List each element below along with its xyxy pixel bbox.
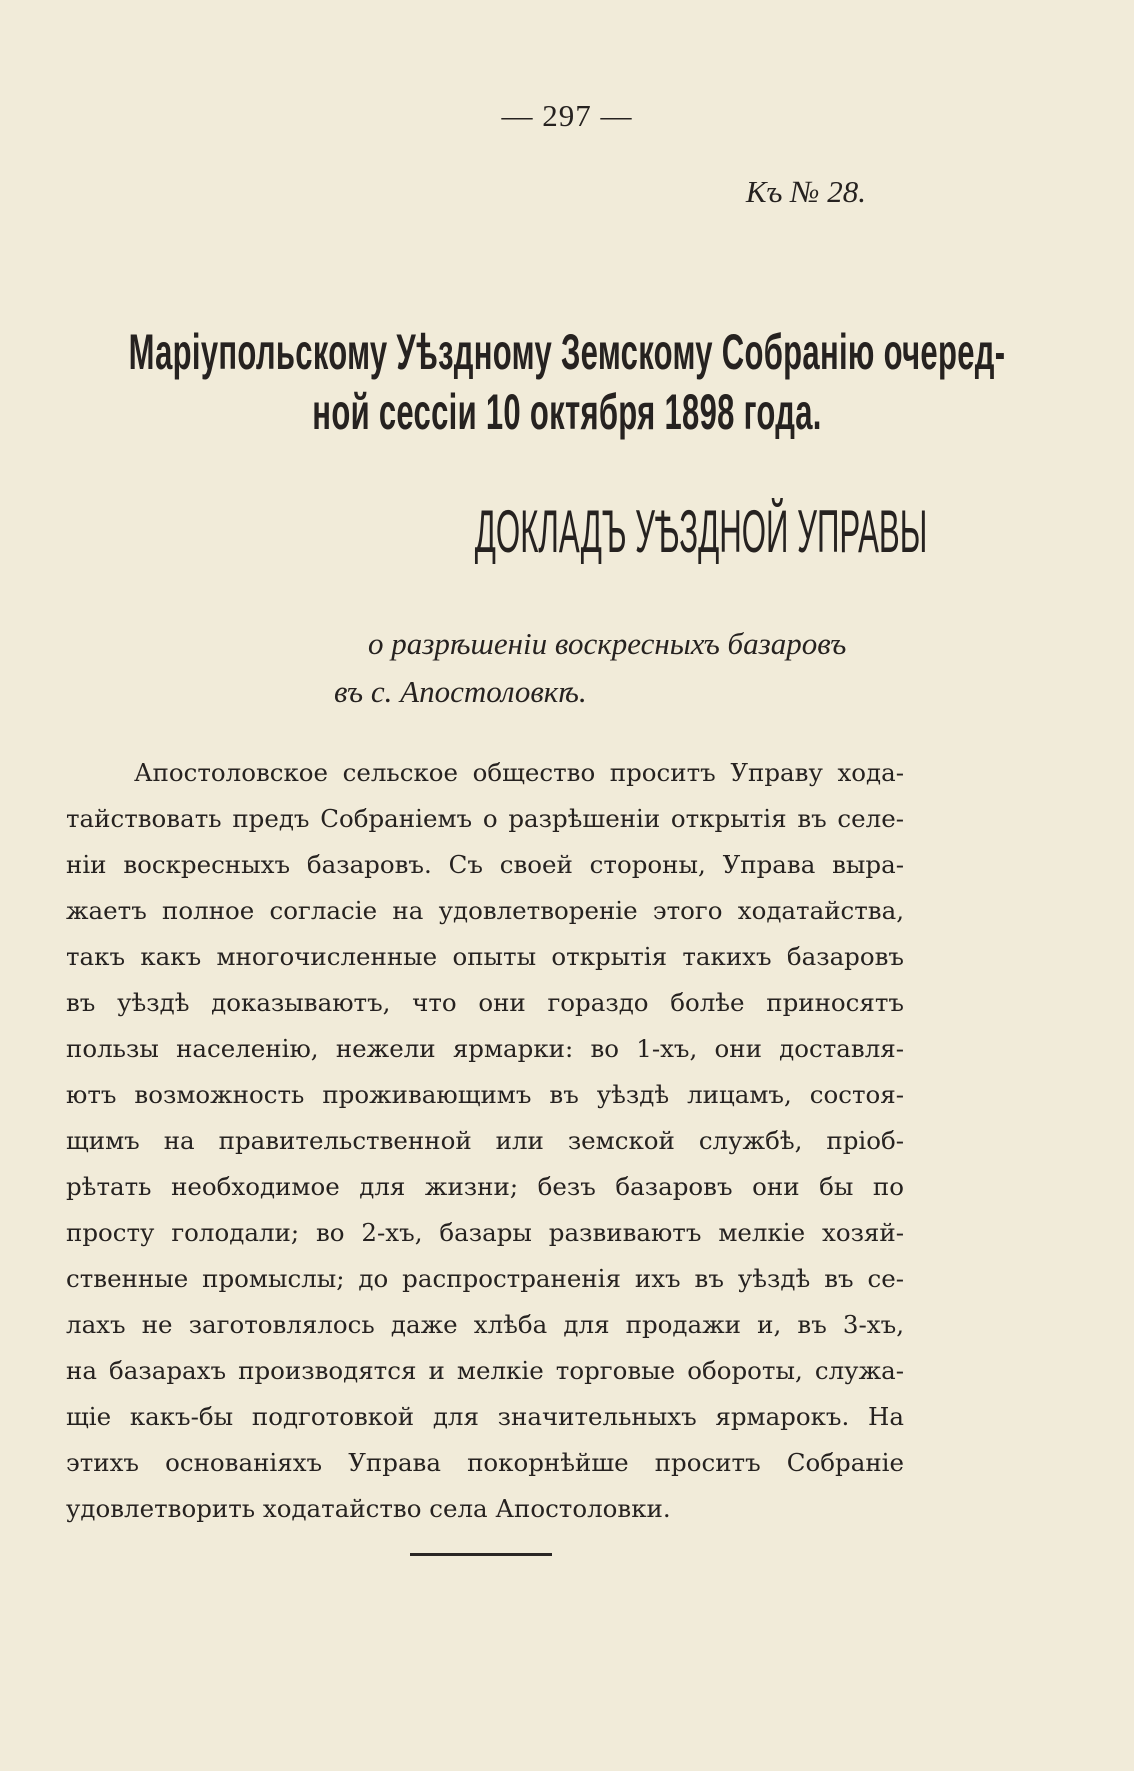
- body-line: ніи воскресныхъ базаровъ. Съ своей стороны, Управа выра-: [66, 850, 904, 879]
- body-line: тайствовать предъ Собраніемъ о разрѣшеніи открытія въ селе-: [66, 804, 904, 833]
- report-heading: ДОКЛАДЪ УѢЗДНОЙ УПРАВЫ: [474, 498, 928, 565]
- report-subject: [300, 620, 980, 716]
- title-line-2: ной сессіи 10 октября 1898 года.: [312, 384, 822, 440]
- subject-line-2: въ с. Апостоловкѣ.: [334, 674, 587, 709]
- body-line: Апостоловское сельское общество проситъ Управу хода-: [134, 758, 904, 787]
- body-line: пользы населенію, нежели ярмарки: во 1-хъ, они доставля-: [66, 1034, 904, 1063]
- body-line: ютъ возможность проживающимъ въ уѣздѣ лицамъ, состоя-: [66, 1080, 904, 1109]
- closing-rule: [410, 1553, 552, 1556]
- body-line: въ уѣздѣ доказываютъ, что они гораздо болѣе приносятъ: [66, 988, 904, 1017]
- body-text: [66, 750, 904, 1532]
- body-line: этихъ основаніяхъ Управа покорнѣйше проситъ Собраніе: [66, 1448, 904, 1477]
- body-line: щимъ на правительственной или земской службѣ, пріоб-: [66, 1126, 904, 1155]
- page-number: — 297 —: [501, 98, 633, 133]
- body-line: рѣтать необходимое для жизни; безъ базаровъ они бы по: [66, 1172, 904, 1201]
- body-line: удовлетворить ходатайство села Апостоловки.: [66, 1494, 671, 1523]
- body-line: лахъ не заготовлялось даже хлѣба для продажи и, въ 3-хъ,: [66, 1310, 904, 1339]
- body-line: жаетъ полное согласіе на удовлетвореніе этого ходатайства,: [66, 896, 904, 925]
- body-line: на базарахъ производятся и мелкіе торговые обороты, служа-: [66, 1356, 904, 1385]
- title-line-1: Маріупольскому Уѣздному Земскому Собранію очеред-: [128, 324, 1006, 380]
- body-line: такъ какъ многочисленные опыты открытія такихъ базаровъ: [66, 942, 904, 971]
- document-reference: Къ № 28.: [745, 174, 866, 209]
- body-line: щіе какъ-бы подготовкой для значительныхъ ярмарокъ. На: [66, 1402, 904, 1431]
- body-line: ственные промыслы; до распространенія ихъ въ уѣздѣ въ се-: [66, 1264, 904, 1293]
- subject-line-1: о разрѣшеніи воскресныхъ базаровъ: [368, 626, 847, 661]
- body-line: просту голодали; во 2-хъ, базары развиваютъ мелкіе хозяй-: [66, 1218, 904, 1247]
- document-title: [128, 322, 1006, 442]
